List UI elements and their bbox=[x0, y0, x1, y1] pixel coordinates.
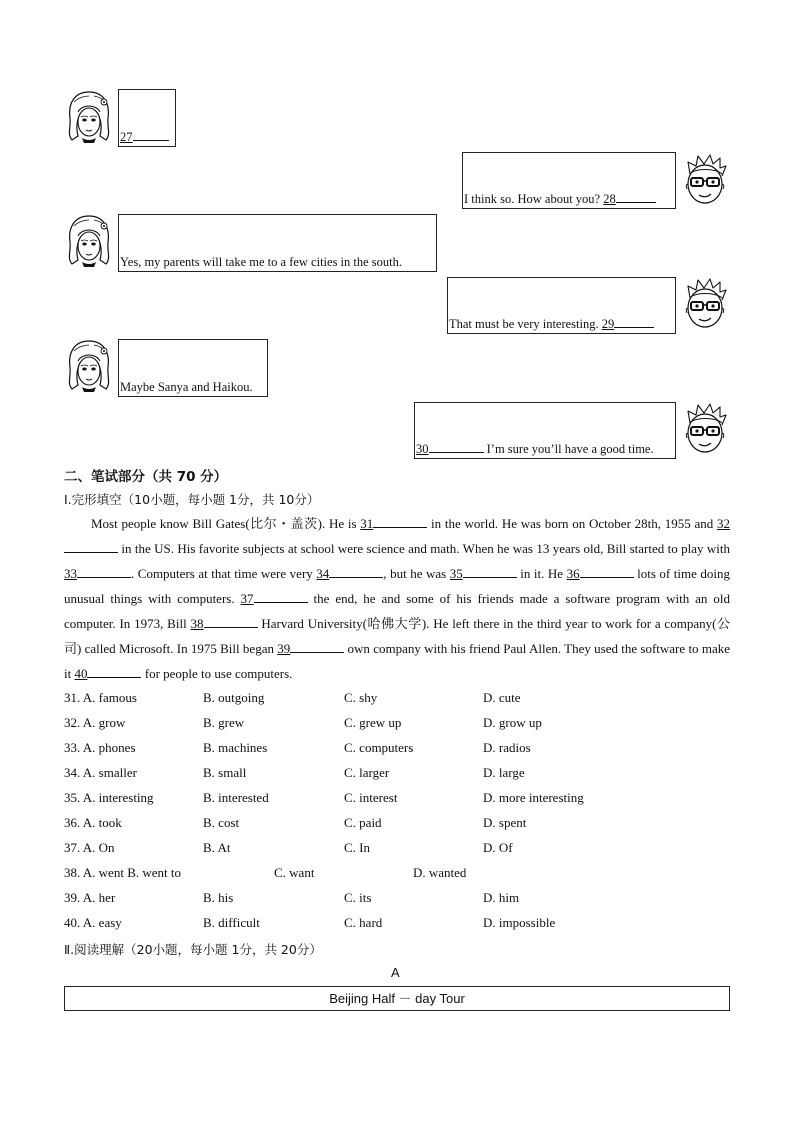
option-row bbox=[64, 715, 744, 735]
passage-text: lots of time doing unusual things with computers. bbox=[64, 566, 730, 606]
option-row bbox=[64, 915, 744, 935]
option-row bbox=[64, 865, 744, 885]
answer-blank-34[interactable] bbox=[329, 566, 383, 578]
tour-title-box bbox=[64, 986, 730, 1011]
answer-blank-28[interactable] bbox=[616, 191, 656, 203]
dialogue-text-29: That must be very interesting. bbox=[449, 317, 602, 331]
option-c[interactable]: C. want bbox=[274, 865, 315, 880]
answer-blank-29[interactable] bbox=[614, 316, 654, 328]
option-c[interactable]: C. larger bbox=[344, 765, 390, 780]
option-b[interactable]: B. cost bbox=[203, 815, 240, 830]
option-d[interactable]: D. grow up bbox=[483, 715, 542, 730]
option-b[interactable]: B. At bbox=[203, 840, 231, 855]
passage-letter: A bbox=[391, 965, 400, 980]
option-d[interactable]: D. more interesting bbox=[483, 790, 584, 805]
option-a[interactable]: 38. A. went B. went to bbox=[64, 865, 181, 880]
option-d[interactable]: D. him bbox=[483, 890, 520, 905]
option-d[interactable]: D. cute bbox=[483, 690, 521, 705]
dialogue-text-28: I think so. How about you? bbox=[464, 192, 604, 206]
option-b[interactable]: B. small bbox=[203, 765, 247, 780]
option-c[interactable]: C. hard bbox=[344, 915, 383, 930]
answer-blank-27[interactable] bbox=[133, 129, 169, 141]
option-c[interactable]: C. shy bbox=[344, 690, 378, 705]
passage-text: in it. He bbox=[516, 566, 567, 581]
passage-text: in the US. His favorite subjects at school were science and math. When he was 13 years old, Bill started to play with bbox=[118, 541, 730, 556]
option-d[interactable]: D. wanted bbox=[413, 865, 467, 880]
blank-number-29: 29 bbox=[601, 317, 615, 331]
option-c[interactable]: C. computers bbox=[344, 740, 414, 755]
passage-text: Harvard University(哈佛大学). He left there in the third year to work for a company(公司) called Microsoft. In 1975 Bill began bbox=[64, 616, 730, 656]
dialogue-box-28 bbox=[462, 152, 676, 209]
blank-number-38: 38 bbox=[190, 616, 204, 631]
answer-blank-35[interactable] bbox=[463, 566, 517, 578]
option-a[interactable]: 39. A. her bbox=[64, 890, 116, 905]
blank-number-36: 36 bbox=[566, 566, 580, 581]
option-d[interactable]: D. spent bbox=[483, 815, 527, 830]
option-d[interactable]: D. impossible bbox=[483, 915, 556, 930]
passage-text: Most people know Bill Gates(比尔・盖茨). He is bbox=[91, 516, 361, 531]
passage-text: for people to use computers. bbox=[141, 666, 293, 681]
answer-blank-40[interactable] bbox=[87, 666, 141, 678]
passage-text: , but he was bbox=[383, 566, 450, 581]
passage-text: the end, he and some of his friends made a software program with an old computer. In 1973, Bill bbox=[64, 591, 730, 631]
blank-number-35: 35 bbox=[449, 566, 463, 581]
blank-number-28: 28 bbox=[603, 192, 616, 206]
tour-title: Beijing Half － day Tour bbox=[329, 991, 465, 1006]
girl-avatar-icon bbox=[64, 212, 114, 268]
option-row bbox=[64, 890, 744, 910]
blank-number-34: 34 bbox=[316, 566, 330, 581]
dialogue-text-30: I’m sure you’ll have a good time. bbox=[483, 442, 654, 456]
blank-number-39: 39 bbox=[277, 641, 291, 656]
answer-blank-32[interactable] bbox=[64, 541, 118, 553]
boy-avatar-icon bbox=[680, 152, 730, 208]
passage-text: . Computers at that time were very bbox=[131, 566, 317, 581]
option-row bbox=[64, 690, 744, 710]
option-c[interactable]: C. interest bbox=[344, 790, 398, 805]
option-row bbox=[64, 840, 744, 860]
passage-text: in the world. He was born on October 28th, 1955 and bbox=[427, 516, 718, 531]
blank-number-40: 40 bbox=[74, 666, 88, 681]
option-row bbox=[64, 790, 744, 810]
answer-blank-38[interactable] bbox=[204, 616, 258, 628]
dialogue-box-maybe bbox=[118, 339, 268, 397]
cloze-passage bbox=[64, 511, 730, 686]
option-a[interactable]: 31. A. famous bbox=[64, 690, 137, 705]
option-c[interactable]: C. paid bbox=[344, 815, 382, 830]
option-a[interactable]: 34. A. smaller bbox=[64, 765, 137, 780]
cloze-title: Ⅰ.完形填空（10小题，每小题 1分，共 10分） bbox=[64, 492, 320, 507]
option-a[interactable]: 36. A. took bbox=[64, 815, 122, 830]
dialogue-text-yes: Yes, my parents will take me to a few cities in the south. bbox=[120, 255, 403, 269]
answer-blank-36[interactable] bbox=[580, 566, 634, 578]
option-row bbox=[64, 740, 744, 760]
option-b[interactable]: B. grew bbox=[203, 715, 245, 730]
option-a[interactable]: 37. A. On bbox=[64, 840, 115, 855]
section-title: 二、笔试部分（共 70 分） bbox=[64, 469, 228, 485]
option-row bbox=[64, 815, 744, 835]
boy-avatar-icon bbox=[680, 401, 730, 457]
option-b[interactable]: B. interested bbox=[203, 790, 269, 805]
option-c[interactable]: C. its bbox=[344, 890, 372, 905]
option-c[interactable]: C. In bbox=[344, 840, 370, 855]
dialogue-text-maybe: Maybe Sanya and Haikou. bbox=[120, 380, 253, 394]
option-d[interactable]: D. large bbox=[483, 765, 525, 780]
passage-text: own company with his friend Paul Allen. They used the software to make it bbox=[64, 641, 730, 681]
blank-number-30: 30 bbox=[416, 442, 429, 456]
answer-blank-37[interactable] bbox=[254, 591, 308, 603]
answer-blank-39[interactable] bbox=[290, 641, 344, 653]
option-b[interactable]: B. his bbox=[203, 890, 234, 905]
option-row bbox=[64, 765, 744, 785]
option-a[interactable]: 35. A. interesting bbox=[64, 790, 154, 805]
dialogue-box-27 bbox=[118, 89, 176, 147]
dialogue-box-yes bbox=[118, 214, 437, 272]
option-b[interactable]: B. machines bbox=[203, 740, 268, 755]
option-d[interactable]: D. radios bbox=[483, 740, 531, 755]
dialogue-box-29 bbox=[447, 277, 676, 334]
option-c[interactable]: C. grew up bbox=[344, 715, 402, 730]
option-a[interactable]: 40. A. easy bbox=[64, 915, 122, 930]
option-d[interactable]: D. Of bbox=[483, 840, 513, 855]
option-b[interactable]: B. outgoing bbox=[203, 690, 265, 705]
reading-title: Ⅱ.阅读理解（20小题，每小题 1分，共 20分） bbox=[64, 942, 322, 957]
blank-number-27: 27 bbox=[120, 130, 133, 144]
option-b[interactable]: B. difficult bbox=[203, 915, 260, 930]
girl-avatar-icon bbox=[64, 337, 114, 393]
answer-blank-30[interactable] bbox=[429, 441, 484, 453]
answer-blank-33[interactable] bbox=[77, 566, 131, 578]
option-a[interactable]: 33. A. phones bbox=[64, 740, 136, 755]
blank-number-32: 32 bbox=[717, 516, 731, 531]
blank-number-31: 31 bbox=[360, 516, 374, 531]
blank-number-33: 33 bbox=[64, 566, 77, 581]
answer-blank-31[interactable] bbox=[373, 516, 427, 528]
blank-number-37: 37 bbox=[240, 591, 254, 606]
boy-avatar-icon bbox=[680, 276, 730, 332]
option-a[interactable]: 32. A. grow bbox=[64, 715, 126, 730]
girl-avatar-icon bbox=[64, 88, 114, 144]
dialogue-box-30 bbox=[414, 402, 676, 459]
